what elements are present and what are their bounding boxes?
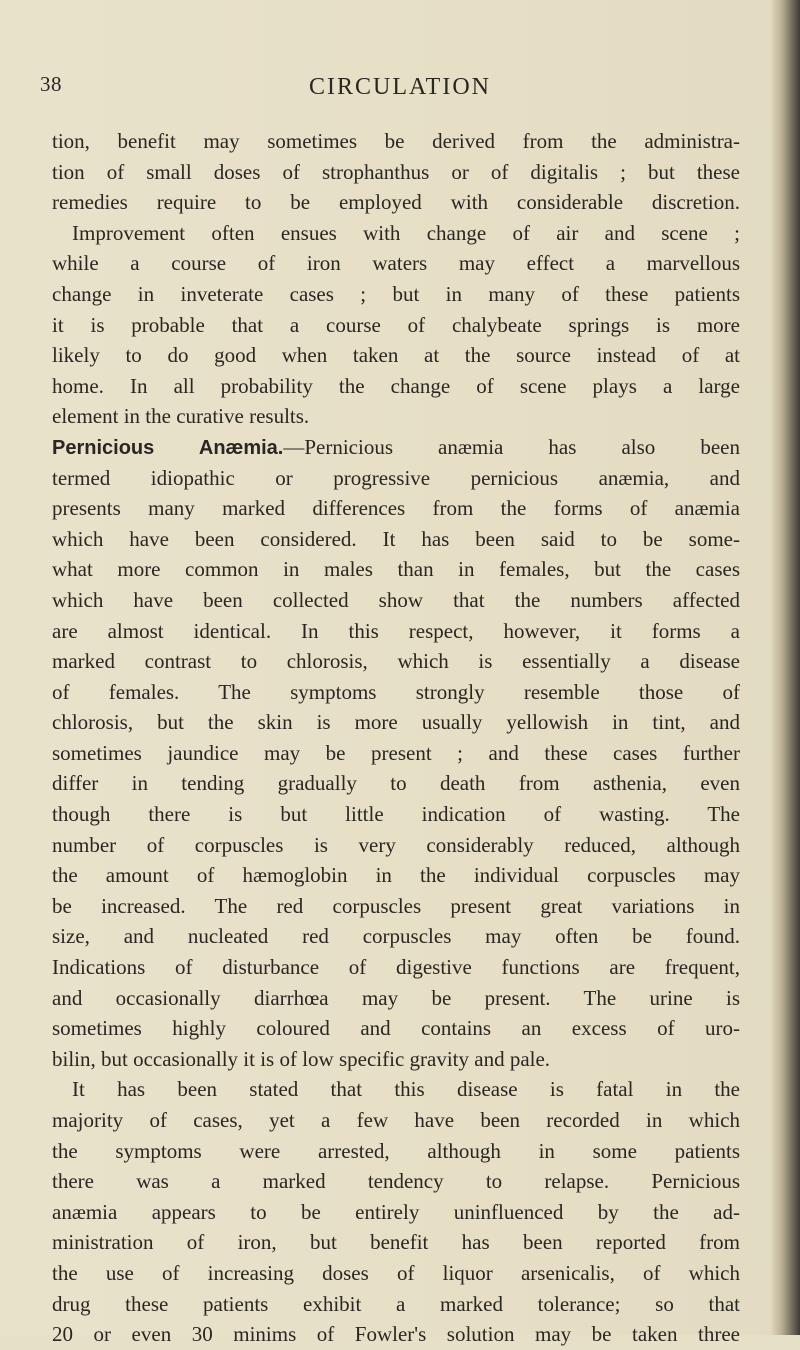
- text-line: the amount of hæmoglobin in the individual corpuscles may: [52, 863, 740, 888]
- text-line: of females. The symptoms strongly resemble those of: [52, 679, 740, 704]
- text-line: chlorosis, but the skin is more usually yellowish in tint, and: [52, 710, 740, 735]
- text-line: ministration of iron, but benefit has been reported from: [52, 1230, 740, 1255]
- text-line: Indications of disturbance of digestive functions are frequent,: [52, 955, 740, 980]
- text-line: which have been considered. It has been said to be some-: [52, 526, 740, 551]
- text-line: tion, benefit may sometimes be derived from the administra-: [52, 129, 740, 153]
- text-line: what more common in males than in females, but the cases: [52, 557, 740, 582]
- text-line: element in the curative results.: [52, 404, 310, 429]
- text-line: differ in tending gradually to death from asthenia, even: [52, 771, 740, 796]
- page-number: 38: [40, 72, 62, 96]
- text-line: it is probable that a course of chalybeate springs is more: [52, 312, 740, 337]
- page-edge-shadow: [770, 0, 800, 1335]
- text-line: likely to do good when taken at the source instead of at: [52, 343, 740, 368]
- text-line: termed idiopathic or progressive pernicious anæmia, and: [52, 465, 740, 490]
- text-line: size, and nucleated red corpuscles may often be found.: [52, 924, 740, 949]
- text-line: bilin, but occasionally it is of low specific gravity and pale.: [52, 1046, 551, 1071]
- text-line: change in inveterate cases ; but in many of these patients: [52, 281, 740, 306]
- text-line: home. In all probability the change of scene plays a large: [52, 373, 740, 398]
- text-line: be increased. The red corpuscles present great variations in: [52, 893, 740, 918]
- text-line: drug these patients exhibit a marked tolerance; so that: [52, 1291, 740, 1316]
- text-line: tion of small doses of strophanthus or of digitalis ; but these: [52, 159, 740, 184]
- text-line: there was a marked tendency to relapse. Pernicious: [52, 1169, 740, 1194]
- text-line: and occasionally diarrhœa may be present. The urine is: [52, 985, 740, 1010]
- section-heading: Pernicious Anæmia.: [52, 436, 284, 459]
- text-line: —Pernicious anæmia has also been: [283, 434, 740, 459]
- text-line: are almost identical. In this respect, however, it forms a: [52, 618, 740, 643]
- text-line: 20 or even 30 minims of Fowler's solution may be taken three: [52, 1322, 740, 1347]
- text-line: Improvement often ensues with change of air and scene ;: [72, 220, 740, 245]
- text-line: anæmia appears to be entirely uninfluenced by the ad-: [52, 1199, 740, 1224]
- text-line: remedies require to be employed with considerable discretion.: [52, 190, 740, 215]
- text-line: It has been stated that this disease is fatal in the: [72, 1077, 740, 1102]
- text-line: the symptoms were arrested, although in some patients: [52, 1138, 740, 1163]
- text-line: sometimes highly coloured and contains an excess of uro-: [52, 1016, 740, 1041]
- running-head: CIRCULATION: [309, 74, 491, 100]
- text-line: the use of increasing doses of liquor arsenicalis, of which: [52, 1260, 740, 1285]
- text-line: while a course of iron waters may effect a marvellous: [52, 251, 740, 276]
- text-line: number of corpuscles is very considerably reduced, although: [52, 832, 740, 857]
- text-line: sometimes jaundice may be present ; and these cases further: [52, 740, 740, 765]
- text-line: though there is but little indication of wasting. The: [52, 802, 740, 827]
- text-line: marked contrast to chlorosis, which is essentially a disease: [52, 649, 740, 674]
- text-line: which have been collected show that the numbers affected: [52, 587, 740, 612]
- text-line: majority of cases, yet a few have been recorded in which: [52, 1108, 740, 1132]
- text-line: presents many marked differences from the forms of anæmia: [52, 496, 740, 521]
- section-start-line: [52, 432, 740, 463]
- body-text: [52, 126, 740, 1350]
